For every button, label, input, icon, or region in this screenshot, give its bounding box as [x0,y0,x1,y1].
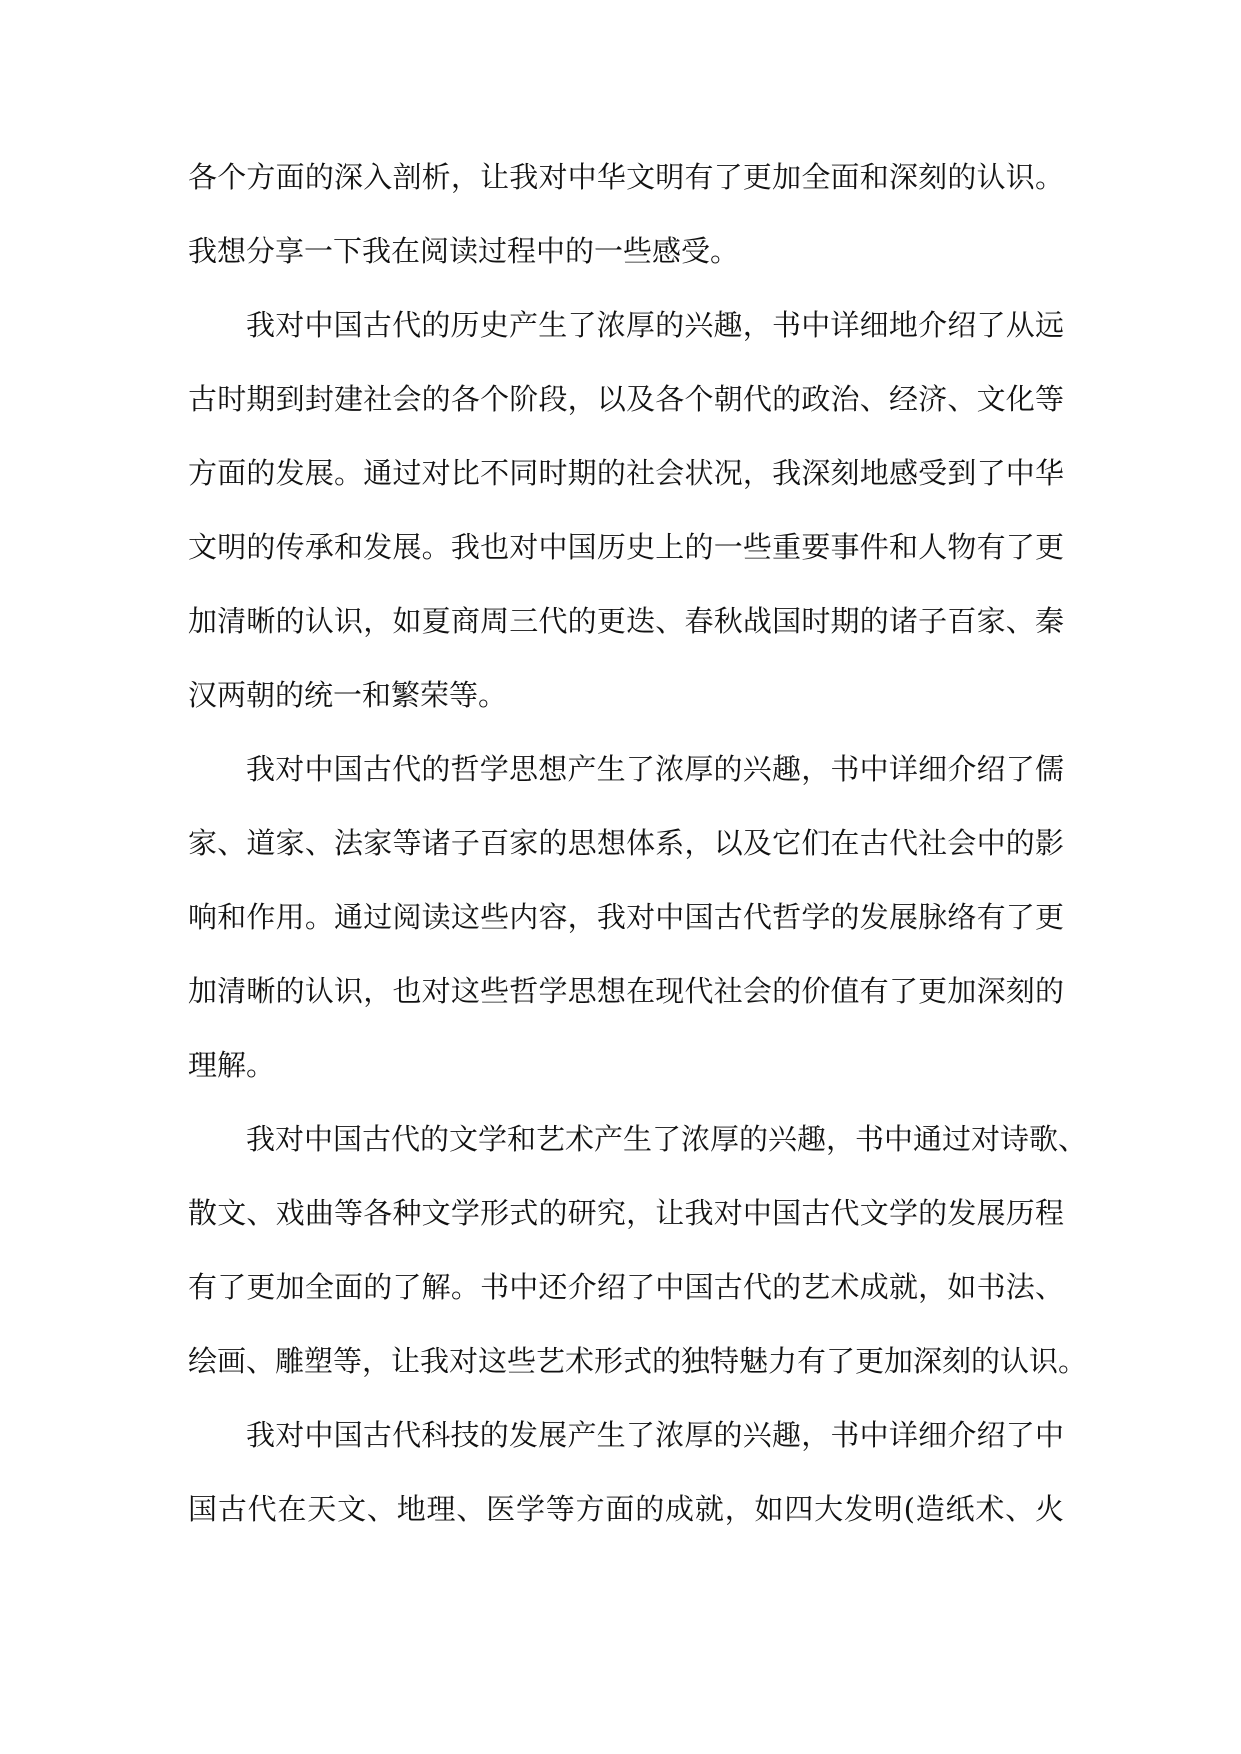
text-line: 响和作用。通过阅读这些内容，我对中国古代哲学的发展脉络有了更 [188,900,1064,934]
text-line: 古时期到封建社会的各个阶段，以及各个朝代的政治、经济、文化等 [188,382,1064,416]
paragraph-1 [188,140,1064,288]
text-line: 文明的传承和发展。我也对中国历史上的一些重要事件和人物有了更 [188,530,1064,564]
text-line: 我对中国古代科技的发展产生了浓厚的兴趣，书中详细介绍了中 [246,1418,1064,1452]
text-line: 国古代在天文、地理、医学等方面的成就，如四大发明(造纸术、火 [188,1492,1064,1526]
text-line: 方面的发展。通过对比不同时期的社会状况，我深刻地感受到了中华 [188,456,1064,490]
text-line: 我想分享一下我在阅读过程中的一些感受。 [188,234,740,268]
text-line: 绘画、雕塑等，让我对这些艺术形式的独特魅力有了更加深刻的认识。 [188,1344,1088,1378]
text-line: 有了更加全面的了解。书中还介绍了中国古代的艺术成就，如书法、 [188,1270,1064,1304]
text-line: 加清晰的认识，如夏商周三代的更迭、春秋战国时期的诸子百家、秦 [188,604,1064,638]
text-line: 各个方面的深入剖析，让我对中华文明有了更加全面和深刻的认识。 [188,160,1064,194]
text-line: 我对中国古代的历史产生了浓厚的兴趣，书中详细地介绍了从远 [246,308,1064,342]
text-line: 家、道家、法家等诸子百家的思想体系，以及它们在古代社会中的影 [188,826,1064,860]
text-line: 我对中国古代的文学和艺术产生了浓厚的兴趣，书中通过对诗歌、 [246,1122,1088,1156]
paragraph-2 [188,288,1064,732]
text-line: 理解。 [188,1048,276,1082]
paragraph-5 [188,1398,1064,1546]
text-line: 散文、戏曲等各种文学形式的研究，让我对中国古代文学的发展历程 [188,1196,1064,1230]
paragraph-4 [188,1102,1088,1398]
text-line: 加清晰的认识，也对这些哲学思想在现代社会的价值有了更加深刻的 [188,974,1064,1008]
document-body [188,140,1088,1546]
text-line: 汉两朝的统一和繁荣等。 [188,678,508,712]
text-line: 我对中国古代的哲学思想产生了浓厚的兴趣，书中详细介绍了儒 [246,752,1064,786]
paragraph-3 [188,732,1064,1102]
